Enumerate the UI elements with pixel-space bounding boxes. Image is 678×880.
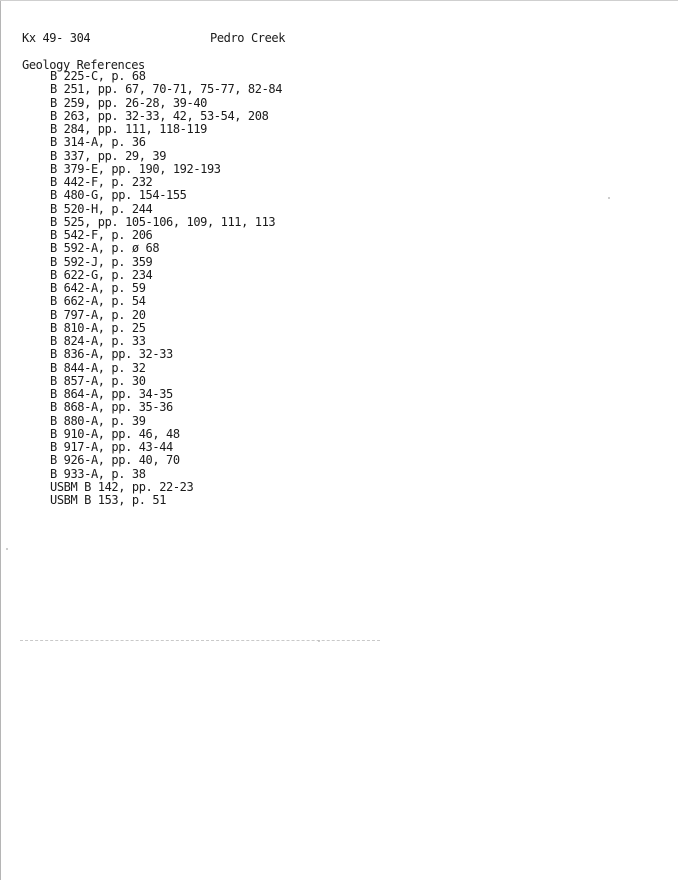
reference-entry: B 810-A, p. 25	[50, 320, 146, 335]
reference-entry: B 225-C, p. 68	[50, 69, 146, 83]
reference-entry: B 337, pp. 29, 39	[50, 148, 167, 163]
reference-entry: B 836-A, pp. 32-33	[50, 347, 173, 362]
reference-entry: B 525, pp. 105-106, 109, 111, 113	[50, 214, 276, 229]
reference-entry: B 520-H, p. 244	[50, 201, 153, 216]
reference-entry: B 824-A, p. 33	[50, 334, 146, 348]
reference-entry: B 642-A, p. 59	[50, 281, 146, 295]
reference-entry: B 251, pp. 67, 70-71, 75-77, 82-84	[50, 82, 283, 97]
reference-entry: B 926-A, pp. 40, 70	[50, 453, 180, 468]
paper-speck	[608, 197, 610, 199]
reference-entry: B 314-A, p. 36	[50, 135, 146, 150]
reference-entry: B 662-A, p. 54	[50, 294, 146, 309]
section-heading: Geology References	[22, 58, 145, 72]
paper-speck	[6, 548, 8, 550]
reference-list	[50, 70, 282, 507]
reference-entry: B 284, pp. 111, 118-119	[50, 122, 207, 136]
reference-entry: B 442-F, p. 232	[50, 175, 153, 189]
page-top-edge	[0, 0, 678, 1]
page-left-edge	[0, 0, 1, 880]
reference-entry: B 864-A, pp. 34-35	[50, 387, 173, 401]
reference-entry: B 917-A, pp. 43-44	[50, 440, 173, 454]
reference-entry: B 592-J, p. 359	[50, 254, 153, 269]
reference-entry: B 933-A, p. 38	[50, 466, 146, 481]
reference-entry: B 480-G, pp. 154-155	[50, 188, 187, 203]
reference-entry: B 592-A, p. ø 68	[50, 241, 160, 256]
reference-entry: B 263, pp. 32-33, 42, 53-54, 208	[50, 108, 269, 123]
reference-entry: B 857-A, p. 30	[50, 373, 146, 388]
paper-speck	[318, 640, 320, 642]
reference-entry: B 910-A, pp. 46, 48	[50, 426, 180, 441]
file-number: Kx 49- 304	[22, 31, 91, 45]
reference-entry: USBM B 142, pp. 22-23	[50, 479, 194, 494]
reference-entry: B 622-G, p. 234	[50, 267, 153, 282]
reference-entry: B 259, pp. 26-28, 39-40	[50, 95, 207, 110]
reference-entry: B 379-E, pp. 190, 192-193	[50, 161, 221, 176]
reference-entry: B 797-A, p. 20	[50, 307, 146, 322]
reference-entry: B 542-F, p. 206	[50, 228, 153, 242]
reference-entry: B 880-A, p. 39	[50, 413, 146, 428]
reference-entry: B 844-A, p. 32	[50, 360, 146, 375]
location-title: Pedro Creek	[210, 31, 286, 45]
reference-entry: USBM B 153, p. 51	[50, 493, 167, 507]
fold-line	[20, 640, 380, 641]
reference-entry: B 868-A, pp. 35-36	[50, 400, 173, 415]
